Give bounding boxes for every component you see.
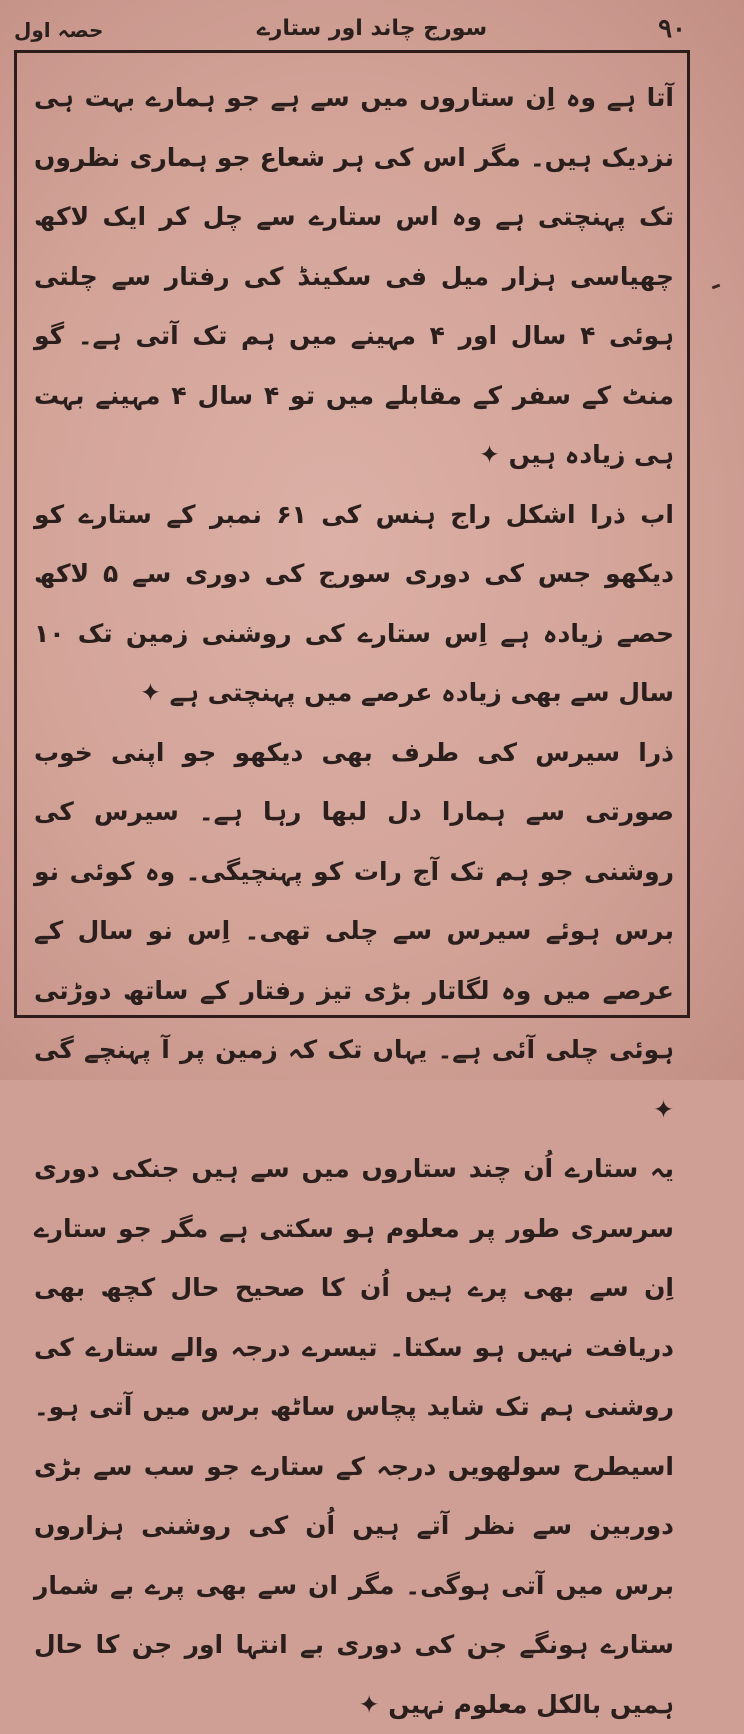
body-text xyxy=(34,68,674,1734)
paragraph: یہ ستارے اُن چند ستاروں میں سے ہیں جنکی دوری سرسری طور پر معلوم ہو سکتی ہے مگر جو ستارے اِن سے بھی پرے ہیں اُن کا صحیح حال کچھ بھی دریافت نہیں ہو سکتا۔ تیسرے درجہ والے ستارے کی روشنی ہم تک شاید پچاس ساٹھ برس میں آتی ہو۔ اسیطرح سولھویں درجہ کے ستارے جو سب سے بڑی دوربین سے نظر آتے ہیں اُن کی روشنی ہزاروں برس میں آتی ہوگی۔ مگر ان سے بھی پرے بے شمار ستارے ہونگے جن کی دوری بے انتہا اور جن کا حال ہمیں بالکل معلوم نہیں ✦ xyxy=(34,1154,674,1719)
paragraph: آتا ہے وہ اِن ستاروں میں سے ہے جو ہمارے بہت ہی نزدیک ہیں۔ مگر اس کی ہر شعاع جو ہماری نظروں تک پہنچتی ہے وہ اس ستارے سے چل کر ایک لاکھ چھیاسی ہزار میل فی سکینڈ کی رفتار سے چلتی ہوئی ۴ سال اور ۴ مہینے میں ہم تک آتی ہے۔ گو منٹ کے سفر کے مقابلے میں تو ۴ سال ۴ مہینے بہت ہی زیادہ ہیں ✦ xyxy=(34,83,674,469)
section-label: حصہ اول xyxy=(14,18,104,42)
paragraph: اب ذرا اشکل راج ہنس کی ۶۱ نمبر کے ستارے کو دیکھو جس کی دوری سورج کی دوری سے ۵ لاکھ حصے زیادہ ہے اِس ستارے کی روشنی زمین تک ۱۰ سال سے بھی زیادہ عرصے میں پہنچتی ہے ✦ xyxy=(34,499,675,707)
paragraph: ذرا سیرس کی طرف بھی دیکھو جو اپنی خوب صورتی سے ہمارا دل لبھا رہا ہے۔ سیرس کی روشنی جو ہم تک آج رات کو پہنچیگی۔ وہ کوئی نو برس ہوئے سیرس سے چلی تھی۔ اِس نو سال کے عرصے میں وہ لگاتار بڑی تیز رفتار کے ساتھ دوڑتی ہوئی چلی آئی ہے۔ یہاں تک کہ زمین پر آ پہنچے گی ✦ xyxy=(34,737,674,1124)
running-title: سورج چاند اور ستارے xyxy=(256,16,488,41)
page-header xyxy=(0,14,744,54)
page-number: ۹۰ xyxy=(658,14,686,44)
margin-mark xyxy=(712,284,721,290)
